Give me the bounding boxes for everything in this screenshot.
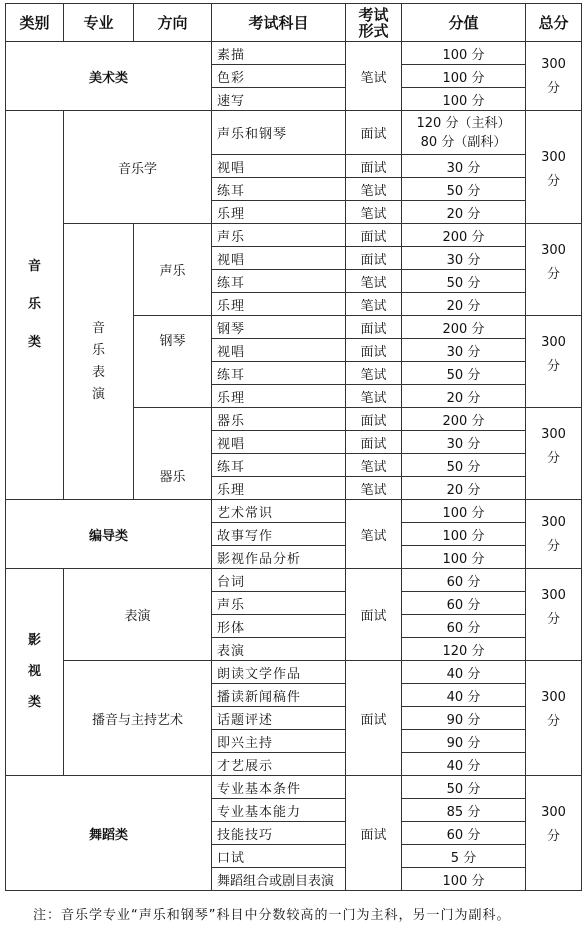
score-cell: 20 分 [402, 293, 526, 316]
subject-cell: 即兴主持 [212, 730, 346, 753]
total-cell: 300 分 [526, 776, 582, 891]
subject-cell: 器乐 [212, 408, 346, 431]
subject-cell: 话题评述 [212, 707, 346, 730]
subject-cell: 朗读文学作品 [212, 661, 346, 684]
directing-category: 编导类 [6, 500, 212, 569]
score-cell: 60 分 [402, 615, 526, 638]
subject-cell: 艺术常识 [212, 500, 346, 523]
score-cell: 50 分 [402, 270, 526, 293]
subject-cell: 练耳 [212, 454, 346, 477]
subject-cell: 台词 [212, 569, 346, 592]
subject-cell: 口试 [212, 845, 346, 868]
score-cell: 100 分 [402, 42, 526, 65]
subject-cell: 形体 [212, 615, 346, 638]
subject-cell: 色彩 [212, 65, 346, 88]
subject-cell: 练耳 [212, 362, 346, 385]
total-cell: 300 分 [526, 224, 582, 316]
score-cell: 200 分 [402, 408, 526, 431]
score-cell: 60 分 [402, 822, 526, 845]
subject-cell: 乐理 [212, 477, 346, 500]
score-cell: 20 分 [402, 385, 526, 408]
subject-cell: 钢琴 [212, 316, 346, 339]
score-cell: 40 分 [402, 753, 526, 776]
score-cell: 100 分 [402, 546, 526, 569]
score-cell: 60 分 [402, 569, 526, 592]
format-cell: 面试 [346, 247, 402, 270]
header-row [6, 4, 582, 42]
table-row [6, 500, 582, 523]
table-row [6, 569, 582, 592]
table-row [6, 42, 582, 65]
score-cell: 120 分 [402, 638, 526, 661]
film-category: 影 视 类 [6, 569, 64, 776]
score-cell: 200 分 [402, 224, 526, 247]
score-cell: 100 分 [402, 65, 526, 88]
format-cell: 面试 [346, 155, 402, 178]
piano-direction: 钢琴 [134, 316, 212, 408]
format-cell: 面试 [346, 316, 402, 339]
subject-cell: 技能技巧 [212, 822, 346, 845]
music-category: 音 乐 类 [6, 111, 64, 500]
subject-cell: 速写 [212, 88, 346, 111]
score-cell: 90 分 [402, 730, 526, 753]
header-total: 总分 [526, 4, 582, 42]
format-cell: 面试 [346, 661, 402, 776]
score-cell: 50 分 [402, 454, 526, 477]
total-cell: 300 分 [526, 111, 582, 224]
score-cell: 30 分 [402, 155, 526, 178]
format-cell: 面试 [346, 339, 402, 362]
subject-cell: 视唱 [212, 431, 346, 454]
format-cell: 笔试 [346, 201, 402, 224]
total-cell: 300 分 [526, 569, 582, 661]
score-cell: 40 分 [402, 684, 526, 707]
header-score: 分值 [402, 4, 526, 42]
total-cell: 300 分 [526, 408, 582, 500]
subject-cell: 播读新闻稿件 [212, 684, 346, 707]
total-cell: 300 分 [526, 500, 582, 569]
header-direction: 方向 [134, 4, 212, 42]
format-cell: 面试 [346, 776, 402, 891]
score-cell: 30 分 [402, 431, 526, 454]
subject-cell: 专业基本条件 [212, 776, 346, 799]
score-cell: 20 分 [402, 201, 526, 224]
format-cell: 笔试 [346, 454, 402, 477]
score-cell: 30 分 [402, 247, 526, 270]
broadcasting-major: 播音与主持艺术 [64, 661, 212, 776]
format-cell: 笔试 [346, 178, 402, 201]
table-row [6, 776, 582, 799]
format-cell: 面试 [346, 111, 402, 155]
format-cell: 笔试 [346, 385, 402, 408]
format-cell: 笔试 [346, 362, 402, 385]
subject-cell: 影视作品分析 [212, 546, 346, 569]
table-row [6, 224, 582, 247]
score-cell: 50 分 [402, 776, 526, 799]
table-row [6, 661, 582, 684]
acting-major: 表演 [64, 569, 212, 661]
instrument-direction: 器乐 [134, 408, 212, 500]
format-cell: 笔试 [346, 42, 402, 111]
table-row [6, 111, 582, 155]
subject-cell: 练耳 [212, 270, 346, 293]
score-cell: 5 分 [402, 845, 526, 868]
score-cell: 30 分 [402, 339, 526, 362]
subject-cell: 表演 [212, 638, 346, 661]
subject-cell: 声乐和钢琴 [212, 111, 346, 155]
score-cell: 20 分 [402, 477, 526, 500]
format-cell: 笔试 [346, 270, 402, 293]
subject-cell: 视唱 [212, 339, 346, 362]
subject-cell: 才艺展示 [212, 753, 346, 776]
format-cell: 笔试 [346, 477, 402, 500]
subject-cell: 视唱 [212, 247, 346, 270]
score-cell: 50 分 [402, 178, 526, 201]
format-cell: 面试 [346, 408, 402, 431]
total-cell: 300 分 [526, 42, 582, 111]
score-cell: 60 分 [402, 592, 526, 615]
subject-cell: 乐理 [212, 201, 346, 224]
format-cell: 笔试 [346, 500, 402, 569]
subject-cell: 声乐 [212, 224, 346, 247]
header-subject: 考试科目 [212, 4, 346, 42]
musicology-major: 音乐学 [64, 111, 212, 224]
score-cell: 100 分 [402, 523, 526, 546]
subject-cell: 舞蹈组合或剧目表演 [212, 868, 346, 891]
dance-category: 舞蹈类 [6, 776, 212, 891]
score-cell: 50 分 [402, 362, 526, 385]
music-performance-major: 音 乐 表 演 [64, 224, 134, 500]
score-cell: 40 分 [402, 661, 526, 684]
header-category: 类别 [6, 4, 64, 42]
exam-subjects-table [5, 3, 582, 891]
footnote: 注：音乐学专业“声乐和钢琴”科目中分数较高的一门为主科，另一门为副科。 [33, 908, 511, 923]
score-cell: 85 分 [402, 799, 526, 822]
total-cell: 300 分 [526, 316, 582, 408]
header-major: 专业 [64, 4, 134, 42]
format-cell: 笔试 [346, 293, 402, 316]
format-cell: 面试 [346, 431, 402, 454]
subject-cell: 视唱 [212, 155, 346, 178]
subject-cell: 专业基本能力 [212, 799, 346, 822]
header-format: 考试 形式 [346, 4, 402, 42]
format-cell: 面试 [346, 569, 402, 661]
subject-cell: 声乐 [212, 592, 346, 615]
format-cell: 面试 [346, 224, 402, 247]
score-cell: 200 分 [402, 316, 526, 339]
art-category: 美术类 [6, 42, 212, 111]
score-cell: 100 分 [402, 88, 526, 111]
subject-cell: 故事写作 [212, 523, 346, 546]
score-cell: 100 分 [402, 868, 526, 891]
vocal-direction: 声乐 [134, 224, 212, 316]
subject-cell: 乐理 [212, 293, 346, 316]
subject-cell: 练耳 [212, 178, 346, 201]
subject-cell: 素描 [212, 42, 346, 65]
score-cell: 100 分 [402, 500, 526, 523]
subject-cell: 乐理 [212, 385, 346, 408]
score-cell: 90 分 [402, 707, 526, 730]
total-cell: 300 分 [526, 661, 582, 776]
score-cell: 120 分（主科） 80 分（副科） [402, 111, 526, 155]
